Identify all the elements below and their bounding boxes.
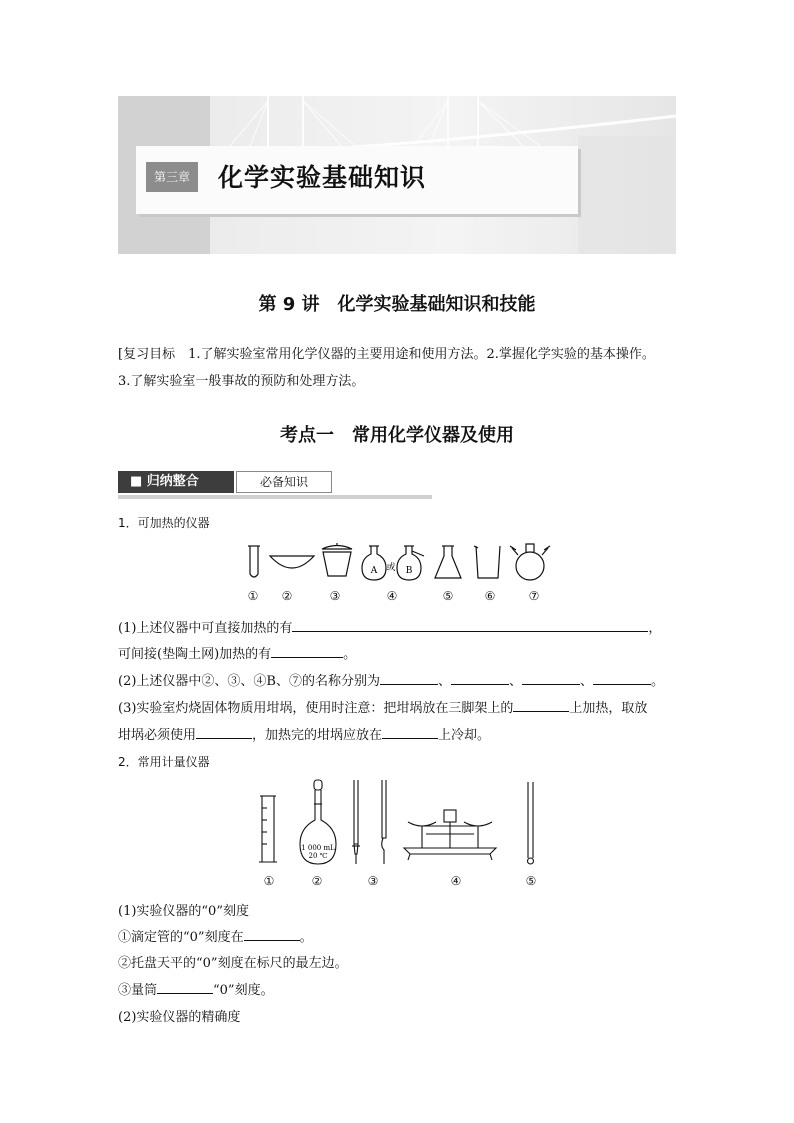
flask-a-label: A	[370, 566, 378, 576]
crucible-icon	[322, 543, 352, 576]
zero-mark-item-1-end: 。	[299, 930, 313, 945]
section-bar	[118, 471, 432, 499]
answer-blank[interactable]	[380, 672, 438, 685]
flask-or-label: 或	[386, 563, 396, 573]
three-neck-flask-icon	[510, 544, 550, 580]
review-line-1: [复习目标 1.了解实验室常用化学仪器的主要用途和使用方法。2.掌握化学实验的基本操作。	[118, 347, 655, 362]
zero-mark-item-3-text: ③量筒	[118, 983, 158, 998]
flask-capacity-label: 1 000 mL	[301, 844, 335, 852]
balance-icon	[404, 810, 496, 860]
question-2-text: (2)上述仪器中②、③、④B、⑦的名称分别为	[118, 674, 380, 689]
zero-mark-item-3	[118, 979, 688, 998]
heating-label-5: ⑤	[442, 589, 454, 603]
chapter-title: 化学实验基础知识	[218, 163, 427, 192]
question-3a	[118, 697, 688, 716]
base-burette-icon	[382, 780, 386, 864]
zero-mark-item-2: ②托盘天平的“0”刻度在标尺的最左边。	[118, 956, 348, 971]
review-objectives	[118, 341, 688, 395]
answer-blank[interactable]	[292, 619, 648, 632]
answer-blank[interactable]	[451, 672, 509, 685]
chapter-tag: 第三章	[146, 162, 198, 192]
zero-mark-item-1-text: ①滴定管的“0”刻度在	[118, 930, 244, 945]
flask-temperature-label: 20 ℃	[308, 852, 328, 860]
section-main-label: ■ 归纳整合	[118, 471, 234, 493]
question-2	[118, 670, 688, 689]
question-1a-text: (1)上述仪器中可直接加热的有	[118, 621, 293, 636]
answer-blank[interactable]	[244, 928, 300, 941]
measuring-heading: 2．常用计量仪器	[118, 755, 210, 769]
zero-mark-heading: (1)实验仪器的“0”刻度	[118, 904, 249, 919]
question-1a	[118, 617, 688, 636]
answer-blank[interactable]	[593, 672, 651, 685]
separator: 、	[437, 674, 451, 689]
answer-blank[interactable]	[382, 726, 438, 739]
evaporating-dish-icon	[270, 556, 314, 568]
answer-blank[interactable]	[513, 699, 569, 712]
flask-b-label: B	[405, 566, 413, 576]
heating-label-4: ④	[386, 589, 398, 603]
lecture-title: 第 9 讲 化学实验基础知识和技能	[258, 294, 536, 315]
heating-label-2: ②	[281, 589, 293, 603]
measuring-label-2: ②	[311, 874, 323, 888]
question-3a-text: (3)实验室灼烧固体物质用坩埚，使用时注意：把坩埚放在三脚架上的	[118, 701, 514, 716]
answer-blank[interactable]	[196, 726, 252, 739]
question-3b	[118, 724, 688, 743]
heating-heading: 1．可加热的仪器	[118, 516, 210, 530]
heating-label-7: ⑦	[528, 589, 540, 603]
heating-instruments-figure	[240, 540, 560, 586]
point-title: 考点一 常用化学仪器及使用	[280, 425, 514, 446]
zero-mark-item-3-end: “0”刻度。	[213, 983, 274, 998]
question-3b-end: 上冷却。	[438, 728, 491, 743]
beaker-icon	[476, 546, 500, 578]
separator: 、	[580, 674, 594, 689]
review-line-2: 3.了解实验室一般事故的预防和处理方法。	[118, 374, 365, 389]
question-1a-end: ，	[648, 621, 662, 636]
heating-label-3: ③	[329, 589, 341, 603]
thermometer-icon	[528, 782, 534, 864]
conical-flask-icon	[435, 546, 461, 578]
test-tube-icon	[250, 546, 258, 577]
question-2-end: 。	[651, 674, 665, 689]
section-sub-label: 必备知识	[236, 471, 332, 493]
measuring-label-1: ①	[263, 874, 275, 888]
precision-heading: (2)实验仪器的精确度	[118, 1010, 241, 1025]
heating-label-6: ⑥	[484, 589, 496, 603]
question-3a-mid: 上加热，取放	[569, 701, 648, 716]
question-1b-end: 。	[343, 647, 357, 662]
answer-blank[interactable]	[271, 645, 343, 658]
question-1b-text: 可间接(垫陶土网)加热的有	[118, 647, 272, 662]
answer-blank[interactable]	[522, 672, 580, 685]
zero-mark-item-1	[118, 926, 688, 945]
question-1b	[118, 643, 688, 662]
question-3b-text: 坩埚必须使用	[118, 728, 197, 743]
separator: 、	[508, 674, 522, 689]
question-3b-mid: ，加热完的坩埚应放在	[252, 728, 383, 743]
measuring-label-4: ④	[450, 874, 462, 888]
graduated-cylinder-icon	[259, 796, 277, 862]
heating-label-1: ①	[247, 589, 259, 603]
measuring-label-3: ③	[367, 874, 379, 888]
measuring-instruments-figure	[250, 774, 550, 870]
chapter-banner	[118, 96, 676, 254]
chapter-title-box	[136, 146, 578, 214]
acid-burette-icon	[352, 780, 360, 864]
answer-blank[interactable]	[157, 981, 213, 994]
measuring-label-5: ⑤	[525, 874, 537, 888]
